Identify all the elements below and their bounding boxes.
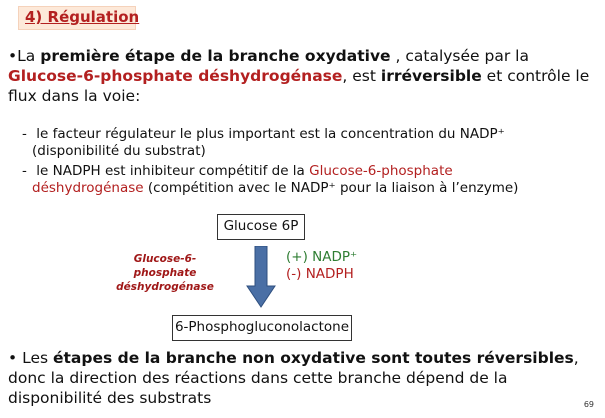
sub2-enzyme-part1: Glucose-6-phosphate xyxy=(309,163,453,179)
bullet-marker: • xyxy=(8,47,18,65)
activator-label: (+) NADP⁺ xyxy=(286,249,358,265)
sub2-text-1: le NADPH est inhibiteur compétitif de la xyxy=(32,163,310,179)
bullet2-text-1: Les xyxy=(17,349,53,367)
inhibitor-label: (-) NADPH xyxy=(286,266,354,282)
dash-marker: - xyxy=(22,163,27,179)
bullet1-text-1: La xyxy=(17,47,41,65)
reaction-arrow-icon xyxy=(246,246,276,308)
bullet1-text-7: et contrôle le flux dans la voie: xyxy=(8,67,590,105)
product-box: 6-Phosphogluconolactone xyxy=(172,315,352,341)
sub-item-nadph xyxy=(22,163,582,197)
bullet-marker: • xyxy=(8,349,18,367)
sub-item-nadp xyxy=(22,126,582,160)
effectors xyxy=(286,249,357,283)
bullet1-text-3: , catalysée par la xyxy=(390,47,529,65)
dash-marker: - xyxy=(22,126,27,142)
bullet1-text-5: , est xyxy=(342,67,381,85)
enzyme-line-3: déshydrogénase xyxy=(116,281,214,293)
sub2-enzyme-part2: déshydrogénase xyxy=(32,180,144,196)
enzyme-label xyxy=(110,252,220,294)
substrate-box: Glucose 6P xyxy=(217,214,305,240)
enzyme-line-1: Glucose-6- xyxy=(133,253,197,265)
bullet2-text-3: , donc la direction des réactions dans cette branche dépend de la disponibilité des substrats xyxy=(8,349,579,407)
bullet1-irreversible: irréversible xyxy=(380,67,482,85)
enzyme-line-2: phosphate xyxy=(133,267,197,279)
slide-title: 4) Régulation xyxy=(18,6,136,30)
sub2-line2 xyxy=(22,180,582,197)
bullet-non-oxidative-branch xyxy=(8,348,598,408)
sub1-line2: (disponibilité du substrat) xyxy=(32,143,206,159)
bullet1-enzyme: Glucose-6-phosphate déshydrogénase xyxy=(8,67,343,85)
bullet1-bold-step: première étape de la branche oxydative xyxy=(40,47,391,65)
page-number: 69 xyxy=(583,400,594,409)
sub2-text-4: (compétition avec le NADP⁺ pour la liaison à l’enzyme) xyxy=(143,180,519,196)
bullet2-bold-reversible: étapes de la branche non oxydative sont toutes réversibles xyxy=(53,349,574,367)
sub1-line1: le facteur régulateur le plus important est la concentration du NADP⁺ xyxy=(32,126,505,142)
bullet-oxidative-branch xyxy=(8,46,598,106)
